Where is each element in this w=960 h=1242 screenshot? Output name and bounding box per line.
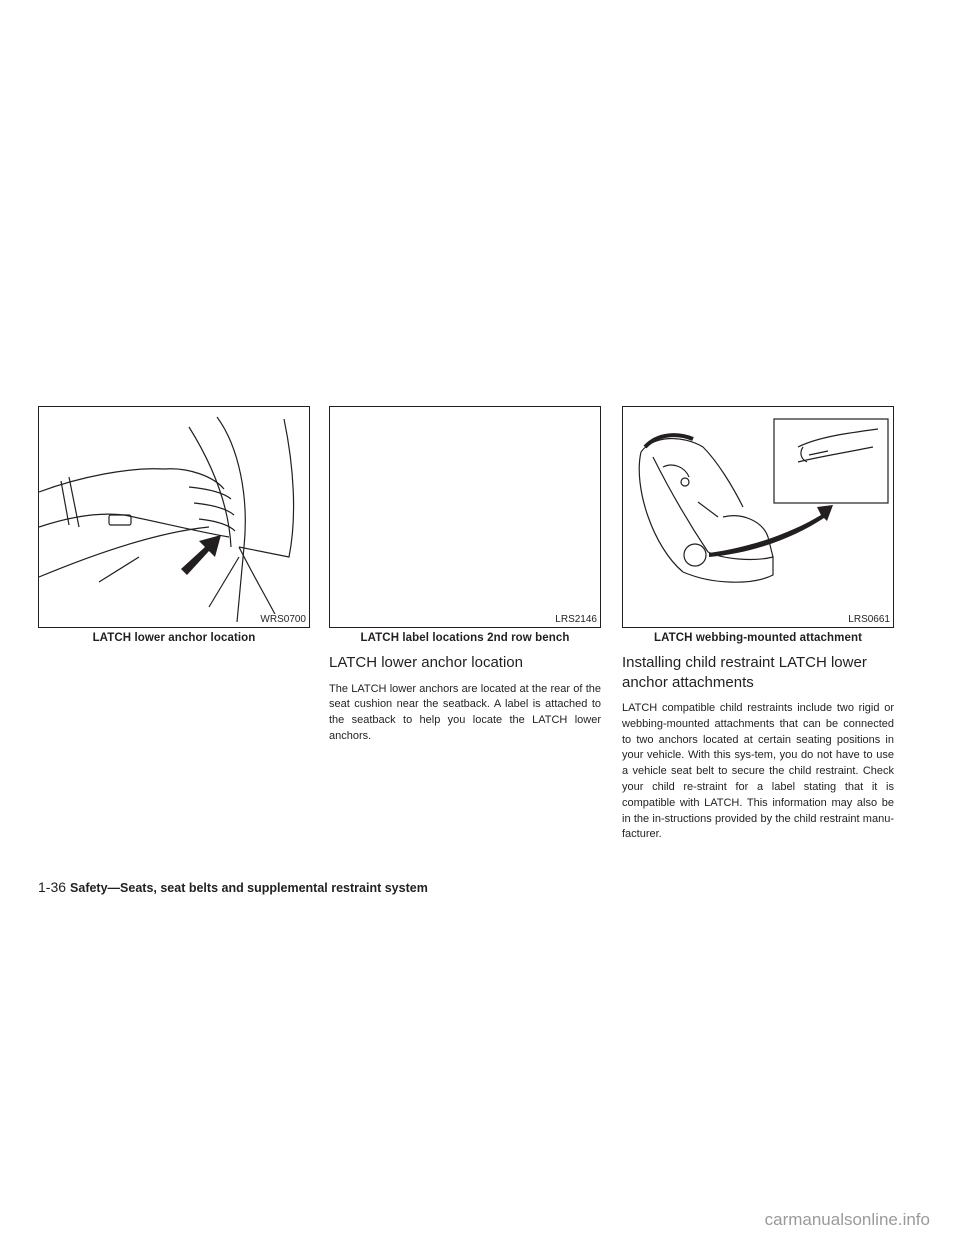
page-footer [38, 879, 428, 895]
child-seat-illustration [623, 407, 893, 627]
section-body: LATCH compatible child restraints include two rigid or webbing-mounted attachments that can be connected to two anchors located at certain seating positions in your vehicle. With this sys-tem, you do not have to use a vehicle seat belt to secure the child restraint. Check your child re-straint for a label stating that it is compatible with LATCH. This information may also be in the in-structions provided by the child restraint manu-facturer. [622, 702, 894, 841]
figure-caption: LATCH webbing-mounted attachment [653, 632, 863, 644]
column-middle [329, 406, 601, 745]
figure-code: LRS0661 [848, 614, 890, 625]
section-heading: Installing child restraint LATCH lower anchor attachments [622, 654, 867, 691]
figure-label-locations [329, 406, 601, 628]
watermark: carmanualsonline.info [764, 1210, 930, 1229]
figure-caption: LATCH label locations 2nd row bench [360, 632, 570, 644]
section-body: The LATCH lower anchors are located at the rear of the seat cushion near the seatback. A label is attached to the seatback to help you locate the LATCH lower anchors. [329, 682, 601, 742]
column-right [622, 406, 894, 843]
section-heading: LATCH lower anchor location [329, 654, 523, 671]
figure-lower-anchor-location [38, 406, 310, 628]
page-number: 1-36 [38, 879, 67, 895]
figure-caption: LATCH lower anchor location [92, 632, 256, 644]
figure-code: WRS0700 [260, 614, 306, 625]
figure-webbing-attachment [622, 406, 894, 628]
figure-code: LRS2146 [555, 614, 597, 625]
section-title: Safety—Seats, seat belts and supplemental restraint system [70, 881, 428, 895]
column-left [38, 406, 310, 644]
hand-at-seat-illustration [39, 407, 309, 627]
